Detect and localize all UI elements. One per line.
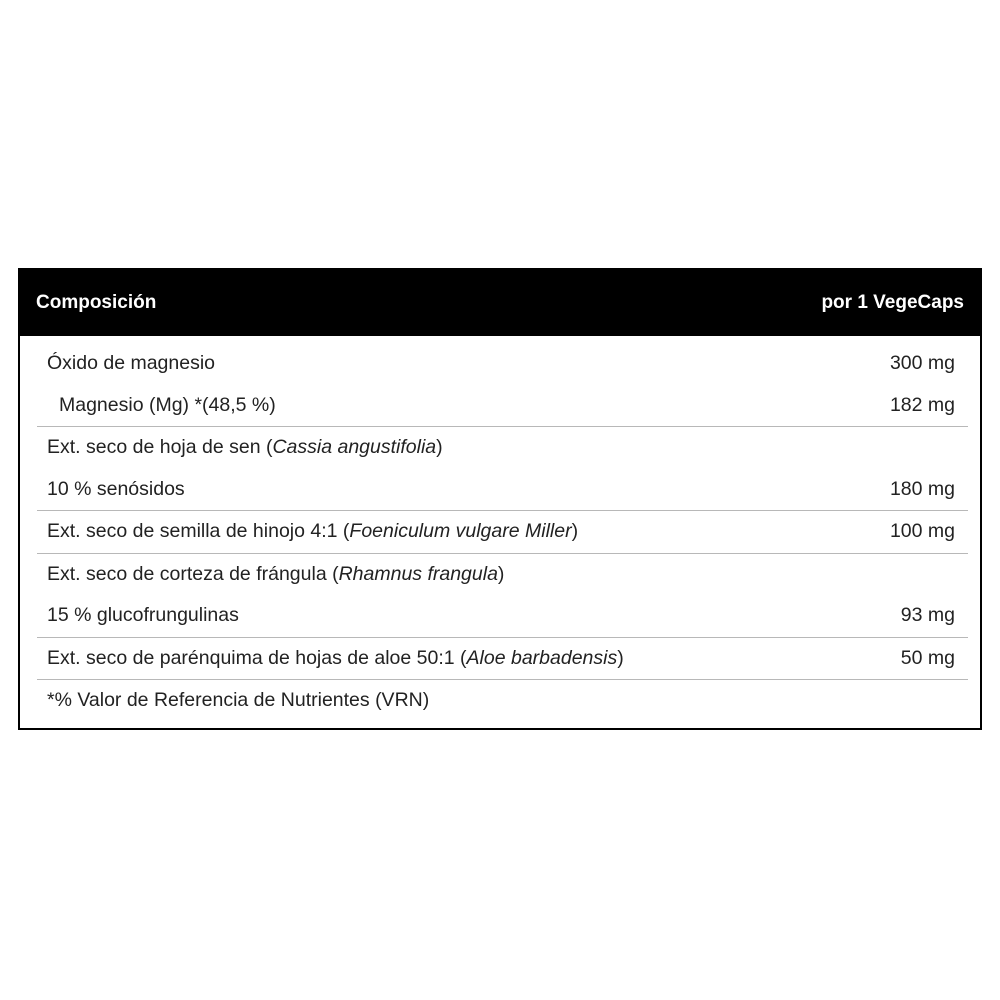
row-group-senna xyxy=(37,427,968,511)
ingredient-name: Magnesio (Mg) *(48,5 %) xyxy=(59,393,276,416)
latin-name: Cassia angustifolia xyxy=(272,436,437,459)
composition-table xyxy=(18,268,982,730)
table-row xyxy=(37,385,968,427)
ingredient-amount: 100 mg xyxy=(889,520,955,543)
name-prefix: Ext. seco de hoja de sen ( xyxy=(47,436,273,459)
table-header xyxy=(20,270,980,336)
ingredient-name xyxy=(47,520,578,543)
name-suffix: ) xyxy=(571,520,579,543)
footnote-text: *% Valor de Referencia de Nutrientes (VRN) xyxy=(47,689,430,712)
row-group-fennel xyxy=(37,511,968,554)
name-suffix: ) xyxy=(436,436,443,459)
ingredient-amount: 300 mg xyxy=(889,352,955,375)
ingredient-name xyxy=(47,647,624,670)
latin-name: Aloe barbadensis xyxy=(466,646,618,669)
table-row xyxy=(37,427,968,469)
ingredient-name: Óxido de magnesio xyxy=(47,352,216,375)
table-row xyxy=(37,469,968,511)
footnote-row xyxy=(37,680,968,722)
latin-name: Foeniculum vulgare Miller xyxy=(349,520,572,543)
latin-name: Rhamnus frangula xyxy=(338,562,498,585)
header-composition: Composición xyxy=(36,292,157,313)
row-group-aloe xyxy=(37,638,968,681)
name-prefix: Ext. seco de corteza de frángula ( xyxy=(47,562,339,585)
ingredient-amount: 182 mg xyxy=(889,393,955,416)
table-row xyxy=(37,511,968,553)
table-row xyxy=(37,343,968,385)
ingredient-amount: 93 mg xyxy=(900,604,955,627)
ingredient-name: 10 % senósidos xyxy=(47,477,185,500)
header-per-serving: por 1 VegeCaps xyxy=(821,292,964,313)
ingredient-name xyxy=(47,563,504,586)
table-body xyxy=(20,343,980,722)
ingredient-amount: 50 mg xyxy=(900,646,955,669)
ingredient-name: 15 % glucofrungulinas xyxy=(47,604,239,627)
name-suffix: ) xyxy=(497,562,505,585)
table-row xyxy=(37,554,968,596)
ingredient-amount: 180 mg xyxy=(889,477,955,500)
name-suffix: ) xyxy=(617,646,624,669)
table-row xyxy=(37,638,968,680)
table-row xyxy=(37,595,968,637)
row-group-frangula xyxy=(37,554,968,638)
row-group-footnote xyxy=(37,680,968,722)
ingredient-name xyxy=(47,436,443,459)
name-prefix: Ext. seco de parénquima de hojas de aloe 50:1 ( xyxy=(47,646,467,669)
row-group-magnesium xyxy=(37,343,968,427)
name-prefix: Ext. seco de semilla de hinojo 4:1 ( xyxy=(47,520,350,543)
